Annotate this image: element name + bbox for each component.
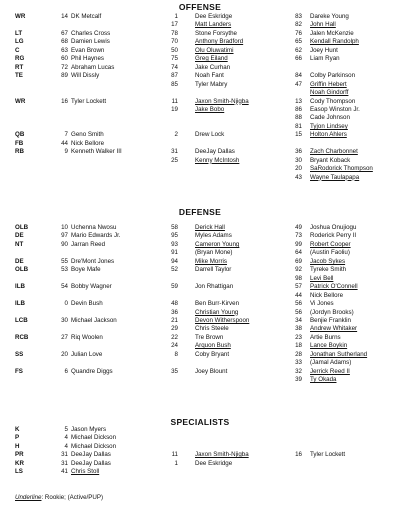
jersey-number: 84 (295, 72, 302, 80)
player-name: Cameron Young (195, 240, 240, 248)
jersey-number: 90 (61, 240, 68, 248)
position-label: H (15, 442, 20, 450)
jersey-number: 81 (295, 122, 302, 130)
player-name: Tre Brown (195, 333, 224, 341)
jersey-number: 82 (295, 21, 302, 29)
player-name: Dareke Young (310, 13, 349, 20)
jersey-number: 86 (295, 105, 302, 113)
player-name: Riq Woolen (71, 333, 103, 341)
player-name: DeeJay Dallas (195, 148, 235, 156)
legend (15, 494, 103, 502)
player-name: Robert Cooper (310, 240, 351, 248)
player-name: Noah Fant (195, 72, 224, 80)
section-title: DEFENSE (178, 207, 222, 217)
player-name: Zach Charbonnet (310, 148, 358, 156)
player-name: Griffin Hebert (310, 80, 347, 88)
jersey-number: 55 (61, 257, 68, 265)
player-name: Tyler Lockett (310, 451, 346, 459)
jersey-number: 44 (61, 139, 68, 147)
player-name: Jake Curhan (195, 63, 231, 71)
jersey-number: 92 (295, 266, 302, 274)
position-label: C (15, 46, 20, 54)
jersey-number: 59 (171, 283, 178, 291)
player-name: Joey Blount (195, 367, 228, 375)
jersey-number: 47 (295, 80, 302, 88)
jersey-number: 89 (61, 72, 68, 80)
jersey-number: 76 (295, 29, 302, 37)
player-name: Cody Thompson (310, 97, 356, 105)
player-name: Coby Bryant (195, 350, 230, 358)
jersey-number: 35 (171, 367, 178, 375)
player-name: Boye Mafe (71, 266, 101, 274)
player-name: Devon Witherspoon (195, 316, 250, 324)
position-label: WR (15, 97, 26, 105)
player-name: Greg Eiland (195, 55, 228, 63)
jersey-number: 41 (61, 468, 68, 476)
player-name: Jon Rhattigan (195, 283, 234, 291)
player-name: Derick Hall (195, 224, 225, 231)
jersey-number: 52 (171, 266, 178, 274)
jersey-number: 20 (295, 165, 302, 173)
player-name: John Hall (310, 21, 336, 29)
player-name: Liam Ryan (310, 55, 340, 63)
jersey-number: 44 (295, 291, 302, 299)
jersey-number: 27 (61, 333, 68, 341)
jersey-number: 43 (295, 173, 302, 181)
player-name: Ty Okada (310, 376, 337, 384)
jersey-number: 31 (61, 459, 68, 467)
player-name: Wayne Taulapapa (310, 173, 360, 181)
player-name: Chris Stoll (71, 468, 100, 476)
jersey-number: 36 (171, 308, 178, 316)
jersey-number: 69 (295, 257, 302, 265)
player-name: Drew Lock (195, 131, 225, 139)
jersey-number: 1 (174, 13, 178, 20)
position-label: LG (15, 38, 24, 46)
jersey-number: 11 (171, 97, 178, 105)
player-name: Kendall Randolph (310, 38, 359, 46)
jersey-number: 49 (295, 224, 302, 231)
player-name: Abraham Lucas (71, 63, 115, 71)
player-name: Ben Burr-Kirven (195, 300, 240, 308)
position-label: FB (15, 139, 24, 147)
position-label: SS (15, 350, 24, 358)
jersey-number: 0 (64, 300, 68, 308)
player-name: Nick Bellore (310, 291, 344, 299)
player-name: Dee Eskridge (195, 13, 233, 20)
position-label: OLB (15, 224, 29, 231)
jersey-number: 31 (171, 148, 178, 156)
jersey-number: 74 (171, 63, 178, 71)
player-name: Holton Ahlers (310, 131, 347, 139)
jersey-number: 97 (61, 232, 68, 240)
jersey-number: 29 (171, 325, 178, 333)
jersey-number: 22 (171, 333, 178, 341)
player-name: Will Dissly (71, 72, 100, 80)
jersey-number: 67 (61, 29, 68, 37)
jersey-number: 64 (295, 249, 302, 257)
player-name: Jalen McKenzie (310, 29, 354, 37)
legend-underline-label: Underline (15, 494, 42, 501)
jersey-number: 88 (295, 114, 302, 122)
player-name: Vi Jones (310, 300, 334, 308)
player-name: SaRodorick Thompson (310, 165, 373, 173)
player-name: Myles Adams (195, 232, 232, 240)
player-name: Jarran Reed (71, 240, 106, 248)
jersey-number: 56 (295, 300, 302, 308)
jersey-number: 66 (295, 55, 302, 63)
jersey-number: 5 (64, 426, 68, 433)
player-name: Nick Bellore (71, 139, 105, 147)
player-name: Patrick O'Connell (310, 283, 358, 291)
player-name: Jonathan Sutherland (310, 350, 368, 358)
jersey-number: 68 (61, 38, 68, 46)
jersey-number: 15 (295, 131, 302, 139)
jersey-number: 56 (295, 308, 302, 316)
position-label: DE (15, 257, 24, 265)
jersey-number: 11 (171, 451, 178, 459)
player-name: Tyler Lockett (71, 97, 107, 105)
player-name: Matt Landers (195, 21, 232, 29)
jersey-number: 94 (171, 257, 178, 265)
player-name: Joey Hunt (310, 46, 338, 54)
player-name: Dee Eskridge (195, 459, 233, 467)
jersey-number: 58 (171, 224, 178, 231)
position-label: ILB (15, 300, 25, 308)
jersey-number: 9 (64, 148, 68, 156)
jersey-number: 18 (295, 342, 302, 350)
jersey-number: 8 (174, 350, 178, 358)
player-name: Michael Jackson (71, 316, 117, 324)
player-name: Michael Dickson (71, 434, 117, 442)
position-label: TE (15, 72, 23, 80)
jersey-number: 98 (295, 274, 302, 282)
player-name: Tyjon Lindsey (310, 122, 348, 130)
jersey-number: 4 (64, 442, 68, 450)
player-name: Quandre Diggs (71, 367, 113, 375)
player-name: DK Metcalf (71, 13, 102, 20)
player-name: Phil Haynes (71, 55, 105, 63)
jersey-number: 24 (171, 342, 178, 350)
jersey-number: 48 (171, 300, 178, 308)
position-label: LS (15, 468, 23, 476)
player-name: Joshua Onujiogu (310, 224, 357, 231)
player-name: Roderick Perry II (310, 232, 357, 240)
legend-text: : Rookie; (Active/PUP) (41, 494, 104, 501)
player-name: Cade Johnson (310, 114, 350, 122)
player-name: Chris Steele (195, 325, 229, 333)
jersey-number: 34 (295, 316, 302, 324)
player-name: Lance Boykin (310, 342, 348, 350)
position-label: P (15, 434, 20, 442)
position-label: LT (15, 29, 23, 37)
jersey-number: 72 (61, 63, 68, 71)
position-label: LCB (15, 316, 28, 324)
jersey-number: 91 (171, 249, 178, 257)
player-name: Kenny McIntosh (195, 156, 240, 164)
player-name: Tyler Mabry (195, 80, 228, 88)
section-title: SPECIALISTS (170, 417, 230, 427)
jersey-number: 7 (64, 131, 68, 139)
player-name: Colby Parkinson (310, 72, 356, 80)
jersey-number: 4 (64, 434, 68, 442)
jersey-number: 78 (171, 29, 178, 37)
jersey-number: 83 (295, 13, 302, 20)
player-name: Jaxon Smith-Njigba (195, 451, 249, 459)
jersey-number: 16 (61, 97, 68, 105)
position-label: ILB (15, 283, 25, 291)
jersey-number: 13 (295, 97, 302, 105)
player-name: Artie Burns (310, 333, 341, 341)
player-name: Christian Young (195, 308, 239, 316)
jersey-number: 30 (295, 156, 302, 164)
player-name: (Jamal Adams) (310, 359, 352, 367)
jersey-number: 23 (295, 333, 302, 341)
jersey-number: 1 (174, 459, 178, 467)
position-label: DE (15, 232, 24, 240)
jersey-number: 20 (61, 350, 68, 358)
jersey-number: 17 (171, 21, 178, 29)
player-name: Charles Cross (71, 29, 111, 37)
player-name: Anthony Bradford (195, 38, 244, 46)
position-label: RB (15, 148, 24, 156)
jersey-number: 57 (295, 283, 302, 291)
position-label: RCB (15, 333, 29, 341)
jersey-number: 50 (171, 46, 178, 54)
player-name: Olu Oluwatimi (195, 46, 234, 54)
jersey-number: 28 (295, 350, 302, 358)
position-label: OLB (15, 266, 29, 274)
player-name: Bryant Koback (310, 156, 351, 164)
position-label: K (15, 426, 20, 433)
player-name: Kenneth Walker III (71, 148, 122, 156)
player-name: (Austin Faoliu) (310, 249, 350, 257)
jersey-number: 31 (61, 451, 68, 459)
position-label: RG (15, 55, 25, 63)
position-label: RT (15, 63, 24, 71)
player-name: Devin Bush (71, 300, 103, 308)
section-title: OFFENSE (178, 2, 222, 12)
player-name: Uchenna Nwosu (71, 224, 117, 231)
player-name: Darrell Taylor (195, 266, 232, 274)
position-label: PR (15, 451, 24, 459)
player-name: Bobby Wagner (71, 283, 112, 291)
player-name: Andrew Whitaker (310, 325, 358, 333)
jersey-number: 73 (295, 232, 302, 240)
position-label: QB (15, 131, 25, 139)
jersey-number: 10 (61, 224, 68, 231)
jersey-number: 99 (295, 240, 302, 248)
player-name: Jason Myers (71, 426, 107, 433)
jersey-number: 54 (61, 283, 68, 291)
player-name: Jake Bobo (195, 105, 225, 113)
player-name: Mario Edwards Jr. (71, 232, 121, 240)
jersey-number: 2 (174, 131, 178, 139)
jersey-number: 87 (171, 72, 178, 80)
jersey-number: 75 (171, 55, 178, 63)
jersey-number: 65 (295, 38, 302, 46)
player-name: Tyreke Smith (310, 266, 347, 274)
jersey-number: 21 (171, 316, 178, 324)
jersey-number: 62 (295, 46, 302, 54)
player-name: Noah Gindorff (310, 89, 349, 97)
jersey-number: 70 (171, 38, 178, 46)
jersey-number: 19 (171, 105, 178, 113)
player-name: DeeJay Dallas (71, 451, 111, 459)
jersey-number: 30 (61, 316, 68, 324)
jersey-number: 32 (295, 367, 302, 375)
jersey-number: 38 (295, 325, 302, 333)
position-label: NT (15, 240, 24, 248)
player-name: Easop Winston Jr. (310, 105, 360, 113)
position-label: WR (15, 13, 26, 20)
player-name: Benjie Franklin (310, 316, 351, 324)
jersey-number: 25 (171, 156, 178, 164)
player-name: Michael Dickson (71, 442, 117, 450)
player-name: Dre'Mont Jones (71, 257, 115, 265)
jersey-number: 93 (171, 240, 178, 248)
player-name: Julian Love (71, 350, 103, 358)
player-name: (Bryan Mone) (195, 249, 233, 257)
player-name: DeeJay Dallas (71, 459, 111, 467)
jersey-number: 95 (171, 232, 178, 240)
jersey-number: 53 (61, 266, 68, 274)
jersey-number: 16 (295, 451, 302, 459)
jersey-number: 85 (171, 80, 178, 88)
player-name: Jacob Sykes (310, 257, 346, 265)
player-name: Arquon Bush (195, 342, 231, 350)
player-name: (Jordyn Brooks) (310, 308, 354, 316)
jersey-number: 33 (295, 359, 302, 367)
player-name: Damien Lewis (71, 38, 110, 46)
jersey-number: 36 (295, 148, 302, 156)
player-name: Mike Morris (195, 257, 227, 265)
player-name: Jaxon Smith-Njigba (195, 97, 249, 105)
jersey-number: 60 (61, 55, 68, 63)
player-name: Geno Smith (71, 131, 104, 139)
jersey-number: 63 (61, 46, 68, 54)
position-label: KR (15, 459, 24, 467)
player-name: Stone Forsythe (195, 29, 237, 37)
jersey-number: 39 (295, 376, 302, 384)
jersey-number: 14 (61, 13, 68, 20)
jersey-number: 6 (64, 367, 68, 375)
position-label: FS (15, 367, 23, 375)
player-name: Levi Bell (310, 274, 334, 282)
player-name: Evan Brown (71, 46, 105, 54)
player-name: Jerrick Reed II (310, 367, 350, 375)
